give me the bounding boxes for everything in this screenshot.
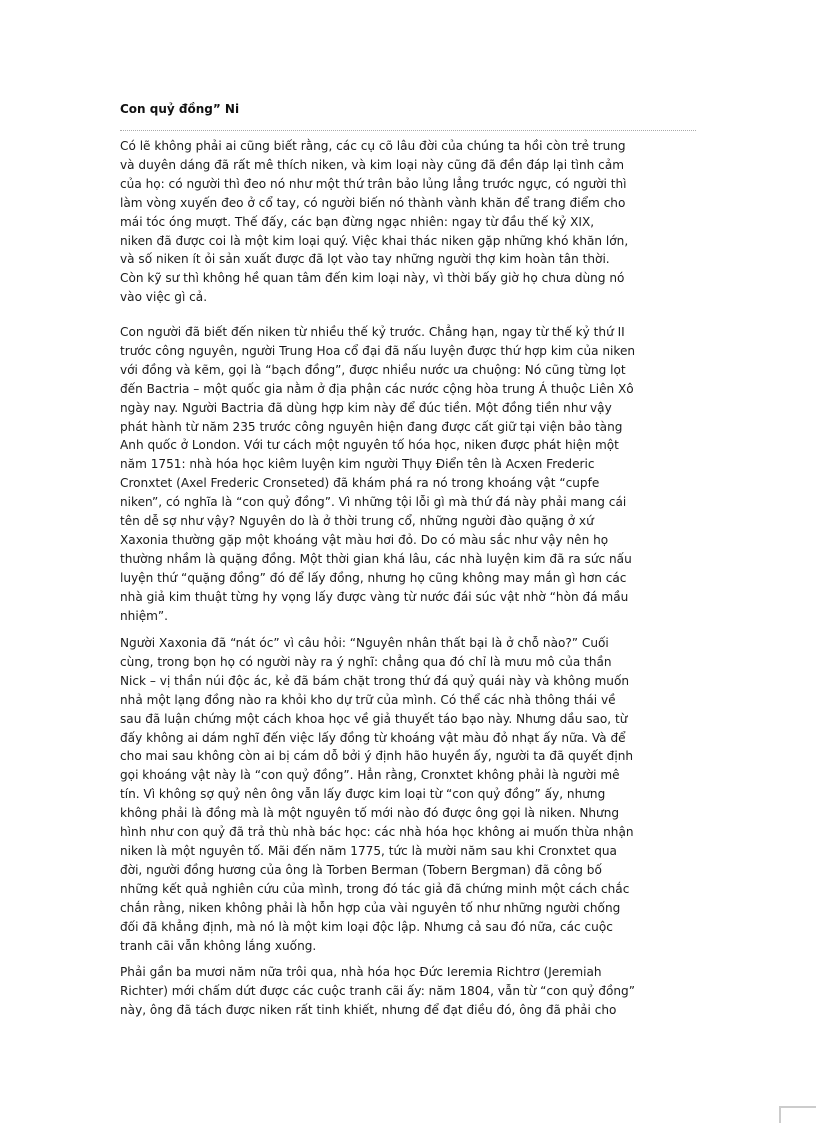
text-line: luyện thứ “quặng đồng” đó để lấy đồng, nhưng họ cũng không may mắn gì hơn các	[120, 570, 627, 585]
text-line: ngày nay. Người Bactria đã dùng hợp kim này để đúc tiền. Một đồng tiền như vậy	[120, 400, 612, 415]
text-line: và số niken ít ỏi sản xuất được đã lọt vào tay những người thợ kim hoàn tân thời.	[120, 252, 610, 267]
text-line: Người Xaxonia đã “nát óc” vì câu hỏi: “Nguyên nhân thất bại là ở chỗ nào?” Cuối	[120, 636, 609, 650]
text-line: sau đã luận chứng một cách khoa học về giả thuyết táo bạo này. Nhưng dầu sao, từ	[120, 711, 628, 726]
text-line: niken”, có nghĩa là “con quỷ đồng”. Vì những tội lỗi gì mà thứ đá này phải mang cái	[120, 495, 627, 510]
corner-mark	[779, 1106, 781, 1123]
paragraph-2	[120, 323, 635, 626]
title-divider	[120, 130, 696, 131]
text-line: Phải gần ba mươi năm nữa trôi qua, nhà hóa học Đức Ieremia Richtrơ (Jeremiah	[120, 965, 602, 979]
text-line: Nick – vị thần núi độc ác, kẻ đã bám chặt trong thứ đá quỷ quái này và không muốn	[120, 673, 630, 688]
text-line: đời, người đồng hương của ông là Torben Berman (Tobern Bergman) đã công bố	[120, 862, 602, 877]
text-line: nhà giả kim thuật từng hy vọng lấy được vàng từ nước đái súc vật nhờ “hòn đá mầu	[120, 589, 629, 604]
text-line: Cronxtet (Axel Frederic Cronseted) đã khám phá ra nó trong khoáng vật “cupfe	[120, 476, 600, 491]
text-line: nhả một lạng đồng nào ra khỏi kho dự trữ của mình. Có thể các nhà thông thái về	[120, 692, 616, 707]
text-line: thường nhầm là quặng đồng. Một thời gian khá lâu, các nhà luyện kim đã ra sức nấu	[120, 551, 632, 566]
text-line: chắn rằng, niken không phải là hỗn hợp của vài nguyên tố như những người chống	[120, 900, 621, 915]
text-line: những kết quả nghiên cứu của mình, trong đó tác giả đã chứng minh một cách chắc	[120, 881, 630, 896]
text-line: không phải là đồng mà là một nguyên tố mới nào đó được ông gọi là niken. Nhưng	[120, 806, 620, 821]
text-line: với đồng và kẽm, gọi là “bạch đồng”, được nhiều nước ưa chuộng: Nó cũng từng lọt	[120, 362, 626, 377]
text-line: Xaxonia thường gặp một khoáng vật màu hơi đỏ. Do có màu sắc như vậy nên họ	[120, 532, 609, 547]
text-line: đối đã khẳng định, mà nó là một kim loại độc lập. Nhưng cả sau đó nữa, các cuộc	[120, 919, 613, 934]
corner-mark	[779, 1106, 816, 1108]
text-line: gọi khoáng vật này là “con quỷ đồng”. Hẳn rằng, Cronxtet không phải là người mê	[120, 768, 620, 783]
text-line: Còn kỹ sư thì không hề quan tâm đến kim loại này, vì thời bấy giờ họ chưa dùng nó	[120, 271, 625, 286]
text-line: tín. Vì không sợ quỷ nên ông vẫn lấy được kim loại từ “con quỷ đồng” ấy, nhưng	[120, 787, 606, 802]
text-line: Anh quốc ở London. Với tư cách một nguyên tố hóa học, niken được phát hiện một	[120, 438, 619, 453]
text-line: mái tóc óng mượt. Thế đấy, các bạn đừng ngạc nhiên: ngay từ đầu thế kỷ XIX,	[120, 214, 595, 229]
text-line: đấy không ai dám nghĩ đến việc lấy đồng từ khoáng vật màu đỏ nhạt ấy nữa. Và để	[120, 730, 626, 745]
text-line: vào việc gì cả.	[120, 290, 208, 305]
text-line: cùng, trong bọn họ có người này ra ý nghĩ: chẳng qua đó chỉ là mưu mô của thần	[120, 654, 612, 669]
text-line: tranh cãi vẫn không lắng xuống.	[120, 938, 317, 953]
text-line: Con người đã biết đến niken từ nhiều thế kỷ trước. Chẳng hạn, ngay từ thế kỷ thứ II	[120, 325, 625, 339]
text-line: này, ông đã tách được niken rất tinh khiết, nhưng để đạt điều đó, ông đã phải cho	[120, 1002, 617, 1017]
text-line: niken là một nguyên tố. Mãi đến năm 1775, tức là mười năm sau khi Cronxtet qua	[120, 843, 617, 858]
text-line: làm vòng xuyến đeo ở cổ tay, có người biến nó thành vành khăn để trang điểm cho	[120, 195, 626, 210]
document-title: Con quỷ đồng” Ni	[120, 102, 240, 116]
text-line: Có lẽ không phải ai cũng biết rằng, các cụ cõ lâu đời của chúng ta hồi còn trẻ trung	[120, 139, 626, 153]
text-line: phát hành từ năm 235 trước công nguyên hiện đang được cất giữ tại viện bảo tàng	[120, 419, 623, 434]
text-line: niken đã được coi là một kim loại quý. Việc khai thác niken gặp những khó khăn lớn,	[120, 233, 629, 248]
text-line: và duyên dáng đã rất mê thích niken, và kim loại này cũng đã đền đáp lại tình cảm	[120, 157, 625, 172]
paragraph-3	[120, 634, 634, 955]
text-line: trước công nguyên, người Trung Hoa cổ đại đã nấu luyện được thứ hợp kim của niken	[120, 343, 636, 358]
paragraph-1	[120, 137, 628, 307]
text-line: cho mai sau không còn ai bị cám dỗ bởi ý định hão huyền ấy, người ta đã quyết định	[120, 749, 634, 764]
paragraph-4	[120, 963, 635, 1020]
text-line: Richter) mới chấm dứt được các cuộc tranh cãi ấy: năm 1804, vẫn từ “con quỷ đồng”	[120, 983, 635, 998]
text-line: của họ: có người thì đeo nó như một thứ trân bảo lủng lẳng trước ngực, có người thì	[120, 176, 627, 191]
text-line: đến Bactria – một quốc gia nằm ở địa phận các nước cộng hòa trung Á thuộc Liên Xô	[120, 381, 634, 396]
text-line: nhiệm”.	[120, 608, 169, 623]
text-line: tên dễ sợ như vậy? Nguyên do là ở thời trung cổ, những người đào quặng ở xứ	[120, 514, 594, 529]
text-line: hình như con quỷ đã trả thù nhà bác học: các nhà hóa học không ai muốn thừa nhận	[120, 825, 634, 840]
text-line: năm 1751: nhà hóa học kiêm luyện kim người Thụy Điển tên là Acxen Frederic	[120, 457, 595, 472]
